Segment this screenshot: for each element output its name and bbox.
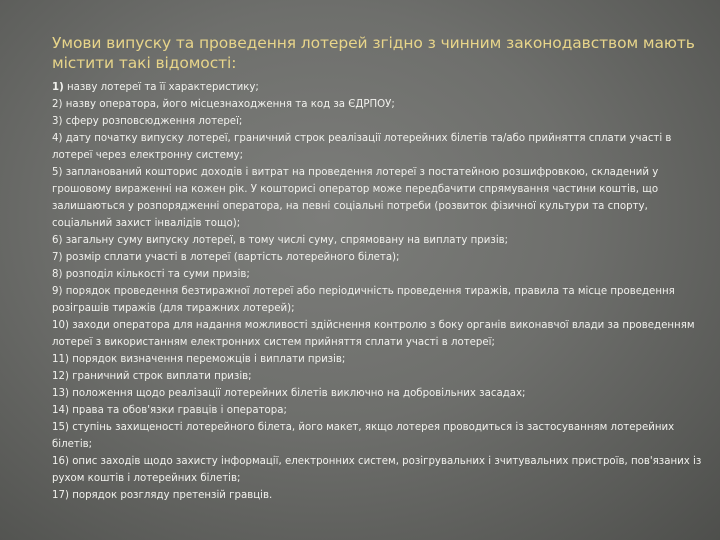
item-number: 3) xyxy=(52,116,63,127)
list-item xyxy=(52,96,707,113)
item-number: 7) xyxy=(52,252,63,263)
item-number: 8) xyxy=(52,269,63,280)
list-item xyxy=(52,249,707,266)
item-number: 15) xyxy=(52,422,69,433)
list-item xyxy=(52,487,707,504)
item-text: порядок розгляду претензій гравців. xyxy=(68,490,273,501)
item-text: опис заходів щодо захисту інформації, електронних систем, розігрувальних і зчитувальних пристроїв, пов'язаних із рухом коштів і лотерейних білетів; xyxy=(52,456,702,484)
item-text: права та обов'язки гравців і оператора; xyxy=(68,405,287,416)
item-number: 1) xyxy=(52,82,64,93)
list-item xyxy=(52,368,707,385)
list-item xyxy=(52,317,707,351)
item-number: 11) xyxy=(52,354,69,365)
item-text: порядок проведення безтиражної лотереї або періодичність проведення тиражів, правила та місце проведення розіграшів тиражів (для тиражних лотерей); xyxy=(52,286,675,314)
item-number: 4) xyxy=(52,133,63,144)
list-item xyxy=(52,419,707,453)
list-item xyxy=(52,283,707,317)
list-item xyxy=(52,79,707,96)
item-number: 2) xyxy=(52,99,63,110)
item-text: дату початку випуску лотереї, граничний строк реалізації лотерейних білетів та/або прийняття сплати участі в лотереї через електронну систему; xyxy=(52,133,672,161)
item-text: заходи оператора для надання можливості здійснення контролю з боку органів виконавчої влади за проведенням лотереї з використанням електронних систем прийняття сплати участі в лотереї; xyxy=(52,320,695,348)
item-text: запланований кошторис доходів і витрат на проведення лотереї з постатейною розшифровкою, складений у грошовому вираженні на кожен рік. У кошторисі оператор може передбачити спрямування частини коштів, що залишаються у розпорядженні оператора, на певні соціальні потреби (розвиток фізичної культури та спорту, соціальний захист інвалідів тощо); xyxy=(52,167,659,229)
item-text: розподіл кількості та суми призів; xyxy=(62,269,250,280)
slide-title: Умови випуску та проведення лотерей згідно з чинним законодавством мають містити такі відомості: xyxy=(52,34,695,72)
item-number: 16) xyxy=(52,456,69,467)
item-number: 17) xyxy=(52,490,69,501)
item-text: ступінь захищеності лотерейного білета, його макет, якщо лотерея проводиться із застосуванням лотерейних білетів; xyxy=(52,422,675,450)
list-item xyxy=(52,164,707,232)
requirements-list xyxy=(52,79,707,504)
item-text: розмір сплати участі в лотереї (вартість лотерейного білета); xyxy=(62,252,400,263)
item-number: 9) xyxy=(52,286,63,297)
list-item xyxy=(52,351,707,368)
list-item xyxy=(52,113,707,130)
list-item xyxy=(52,453,707,487)
list-item xyxy=(52,232,707,249)
item-text: граничний строк виплати призів; xyxy=(68,371,252,382)
item-text: положення щодо реалізації лотерейних білетів виключно на добровільних засадах; xyxy=(68,388,526,399)
item-text: сферу розповсюдження лотереї; xyxy=(62,116,243,127)
item-text: назву лотереї та її характеристику; xyxy=(63,82,259,93)
list-item xyxy=(52,266,707,283)
item-text: назву оператора, його місцезнаходження та код за ЄДРПОУ; xyxy=(62,99,395,110)
list-item xyxy=(52,402,707,419)
list-item xyxy=(52,130,707,164)
item-number: 13) xyxy=(52,388,69,399)
item-number: 5) xyxy=(52,167,63,178)
item-text: загальну суму випуску лотереї, в тому числі суму, спрямовану на виплату призів; xyxy=(62,235,509,246)
item-number: 6) xyxy=(52,235,63,246)
item-number: 14) xyxy=(52,405,69,416)
item-number: 12) xyxy=(52,371,69,382)
list-item xyxy=(52,385,707,402)
item-text: порядок визначення переможців і виплати призів; xyxy=(68,354,346,365)
item-number: 10) xyxy=(52,320,69,331)
